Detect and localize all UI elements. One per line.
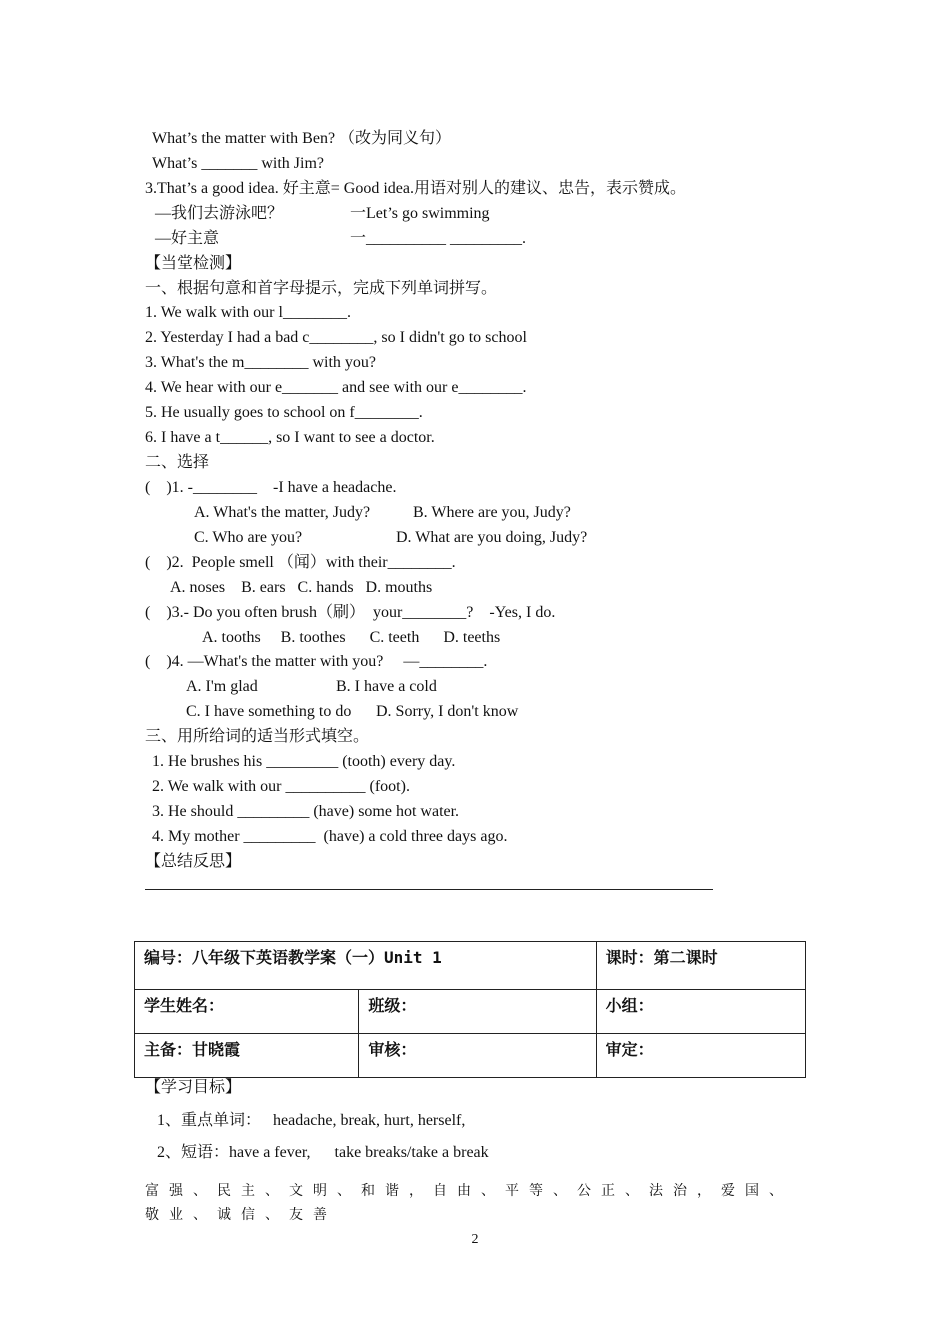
option: A. tooths B. toothes C. teeth D. teeths — [202, 629, 501, 646]
option: C. I have something to do — [186, 703, 352, 720]
question-line: 2. Yesterday I had a bad c________, so I didn't go to school — [145, 329, 527, 346]
question-line: ( )3.- Do you often brush（刷） your________? -Yes, I do. — [145, 604, 556, 621]
question-line: 2. We walk with our __________ (foot). — [152, 778, 410, 795]
approver-cell: 审定： — [596, 1034, 805, 1078]
reflection-answer-line — [145, 889, 713, 890]
text-line: —我们去游泳吧？ — [155, 205, 284, 222]
section-heading: 【学习目标】 — [145, 1079, 242, 1096]
core-values-footer: 富强、民主、文明、和谐，自由、平等、公正、法治，爱国、敬业、诚信、友善 — [145, 1184, 793, 1223]
student-name-cell: 学生姓名： — [135, 990, 359, 1034]
option: A. I'm glad — [186, 678, 258, 695]
text-line: 2、短语：have a fever, take breaks/take a break — [157, 1144, 489, 1161]
text-line: What’s _______ with Jim? — [152, 155, 324, 172]
section-heading: 一、根据句意和首字母提示，完成下列单词拼写。 — [145, 280, 498, 297]
question-line: 4. We hear with our e_______ and see with our e________. — [145, 379, 527, 396]
question-line: 1. He brushes his _________ (tooth) every day. — [152, 753, 456, 770]
question-line: 3. What's the m________ with you? — [145, 354, 377, 371]
lesson-info-table — [134, 941, 806, 1078]
option: A. noses B. ears C. hands D. mouths — [170, 579, 433, 596]
section-heading: 【总结反思】 — [145, 853, 242, 870]
question-line: ( )1. -________ -I have a headache. — [145, 479, 397, 496]
section-heading: 【当堂检测】 — [145, 255, 242, 272]
reviewer-cell: 审核： — [359, 1034, 596, 1078]
text-line: 3.That’s a good idea. 好主意= Good idea.用语对别人的建议、忠告，表示赞成。 — [145, 180, 686, 197]
text-line: 1、重点单词： headache, break, hurt, herself, — [157, 1112, 466, 1129]
question-line: 4. My mother _________ (have) a cold three days ago. — [152, 828, 508, 845]
question-line: 5. He usually goes to school on f________. — [145, 404, 423, 421]
lesson-period-cell: 课时：第二课时 — [596, 942, 805, 990]
lesson-code-cell: 编号：八年级下英语教学案（一）Unit 1 — [135, 942, 597, 990]
option: D. What are you doing, Judy? — [396, 529, 588, 546]
group-cell: 小组： — [596, 990, 805, 1034]
text-line: 一Let’s go swimming — [350, 205, 490, 222]
option: B. Where are you, Judy? — [413, 504, 571, 521]
question-line: ( )4. —What's the matter with you? —________. — [145, 653, 488, 670]
question-line: 3. He should _________ (have) some hot water. — [152, 803, 460, 820]
section-heading: 三、用所给词的适当形式填空。 — [145, 728, 370, 745]
section-heading: 二、选择 — [145, 454, 210, 471]
class-cell: 班级： — [359, 990, 596, 1034]
option: D. Sorry, I don't know — [376, 703, 519, 720]
lead-author-cell: 主备：甘晓霞 — [135, 1034, 359, 1078]
text-line: What’s the matter with Ben? （改为同义句） — [152, 130, 452, 147]
question-line: 1. We walk with our l________. — [145, 304, 351, 321]
text-line: 一__________ _________. — [350, 230, 527, 247]
option: A. What's the matter, Judy? — [194, 504, 371, 521]
option: B. I have a cold — [336, 678, 437, 695]
option: C. Who are you? — [194, 529, 303, 546]
question-line: ( )2. People smell （闻）with their________. — [145, 554, 456, 571]
page-number: 2 — [471, 1232, 479, 1247]
question-line: 6. I have a t______, so I want to see a doctor. — [145, 429, 435, 446]
text-line: —好主意 — [155, 230, 220, 247]
